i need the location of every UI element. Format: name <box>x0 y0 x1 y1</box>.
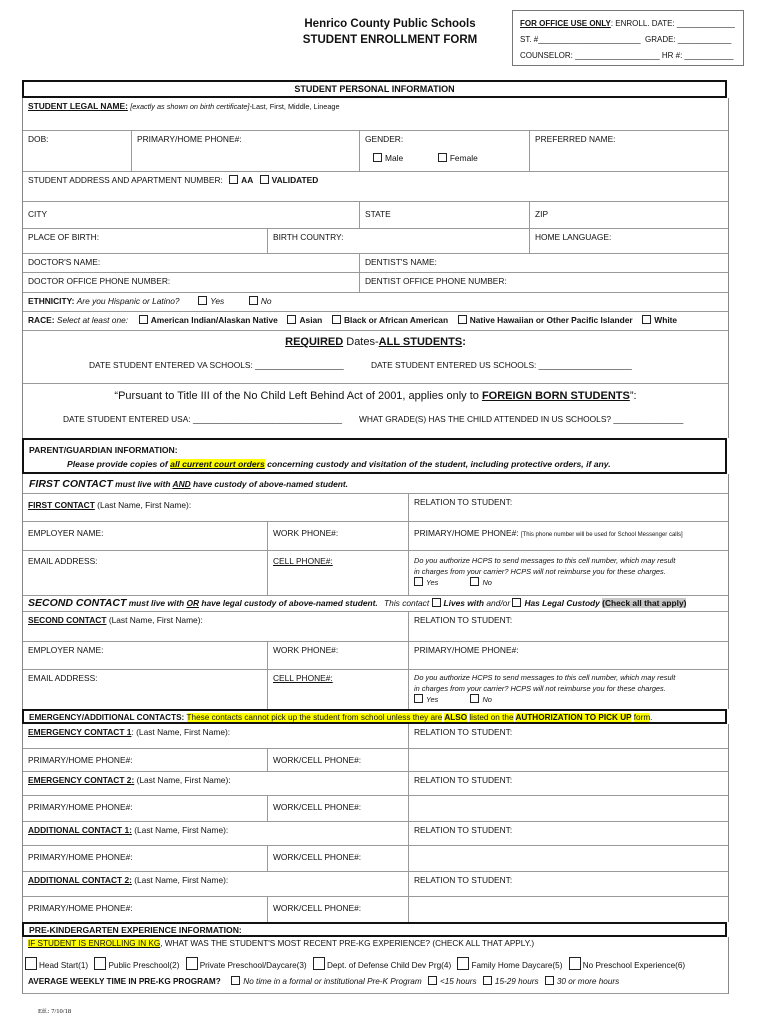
no-time-label: No time in a formal or institutional Pre-K Program <box>243 977 422 986</box>
second-contact-heading-title: SECOND CONTACT <box>28 597 127 609</box>
additional-contact-1-relation-label: RELATION TO STUDENT: <box>414 825 513 835</box>
birth-country-field[interactable] <box>267 229 529 254</box>
second-contact-primary-phone-field[interactable] <box>408 642 728 670</box>
dentist-phone-label: DENTIST OFFICE PHONE NUMBER: <box>365 276 507 286</box>
emergency-contact-2-primary-label: PRIMARY/HOME PHONE#: <box>28 802 133 812</box>
address-label: STUDENT ADDRESS AND APARTMENT NUMBER: <box>28 175 223 185</box>
place-of-birth-label: PLACE OF BIRTH: <box>28 232 100 242</box>
district-name: Henrico County Public Schools <box>304 18 476 30</box>
additional-contact-2-primary-field[interactable] <box>23 897 267 923</box>
city-row <box>23 201 728 229</box>
court-orders-note-post: concerning custody and visitation of the student, including protective orders, if any. <box>267 459 611 469</box>
required-word: REQUIRED <box>285 336 344 348</box>
city-label: CITY <box>28 209 48 219</box>
second-contact-heading-row <box>23 595 728 612</box>
legal-name-rest: -Last, First, Middle, Lineage <box>249 102 340 111</box>
prek-weekly-time <box>28 976 619 986</box>
city-field[interactable] <box>23 202 359 229</box>
title3-pre: “Pursuant to Title III of the No Child Left Behind Act of 2001, applies only to <box>114 390 479 402</box>
30-plus-hours-checkbox[interactable] <box>545 976 554 985</box>
first-contact-name-row <box>23 493 728 522</box>
preferred-name-label: PREFERRED NAME: <box>535 134 616 144</box>
required-colon: : <box>462 336 466 348</box>
additional-contact-2-workcell-label: WORK/CELL PHONE#: <box>273 903 362 913</box>
first-contact-cell-label: CELL PHONE#: <box>273 556 333 566</box>
ethnicity-label: ETHNICITY: <box>28 296 75 306</box>
additional-contact-2-primary-label: PRIMARY/HOME PHONE#: <box>28 903 133 913</box>
parent-guardian-section <box>22 438 727 474</box>
emergency-contact-2-workcell-field[interactable] <box>267 796 408 822</box>
hispanic-yes-label: Yes <box>210 296 225 306</box>
first-contact-relation-label: RELATION TO STUDENT: <box>414 497 513 507</box>
hispanic-no-checkbox[interactable] <box>249 296 258 305</box>
first-contact-work-phone-label: WORK PHONE#: <box>273 528 339 538</box>
first-contact-auth-line1: Do you authorize HCPS to send messages to this cell number, which may result <box>414 556 676 565</box>
emergency-warning-a: These contacts cannot pick up the student from school unless they are <box>186 713 443 722</box>
second-contact-relation-field[interactable] <box>408 612 728 642</box>
check-all-note: (Check all that apply) <box>602 598 687 608</box>
emergency-contact-1-row <box>23 724 728 748</box>
emergency-contacts-table <box>22 724 729 922</box>
authorization-to-pick-up: AUTHORIZATION TO PICK UP <box>515 713 632 722</box>
first-contact-section <box>22 474 729 595</box>
second-contact-sms-authorization <box>408 670 728 710</box>
additional-contact-2-relation-label: RELATION TO STUDENT: <box>414 875 513 885</box>
first-contact-and: AND <box>172 479 191 489</box>
second-contact-cell-field[interactable] <box>267 670 408 710</box>
emergency-contact-1-workcell-field[interactable] <box>267 749 408 772</box>
date-entered-us-field[interactable]: DATE STUDENT ENTERED US SCHOOLS: ____________________ <box>371 360 632 370</box>
first-contact-relation-field[interactable] <box>408 494 728 522</box>
race-note: Select at least one: <box>56 315 129 325</box>
first-contact-primary-phone-label: PRIMARY/HOME PHONE#: <box>414 528 519 538</box>
30-plus-hours-label: 30 or more hours <box>556 977 620 986</box>
emergency-contacts-title: EMERGENCY/ADDITIONAL CONTACTS: <box>29 713 185 722</box>
additional-contact-1-workcell-label: WORK/CELL PHONE#: <box>273 852 362 862</box>
additional-contact-1-relation-field[interactable] <box>408 822 728 846</box>
emergency-contact-2-phone-row <box>23 795 728 822</box>
second-contact-rule-a: must live with <box>128 598 185 608</box>
additional-contact-2-phone-row <box>23 896 728 923</box>
additional-contact-2-name-field[interactable] <box>23 872 408 897</box>
zip-label: ZIP <box>535 209 549 219</box>
emergency-contact-1-workcell-label: WORK/CELL PHONE#: <box>273 755 362 765</box>
emergency-contact-1-name-label: : (Last Name, First Name): <box>131 727 231 737</box>
gender-label: GENDER: <box>365 134 404 144</box>
female-checkbox[interactable] <box>438 153 447 162</box>
emergency-warning-dot: . <box>650 713 653 722</box>
doctor-row <box>23 253 728 273</box>
public-preschool-label: Public Preschool(2) <box>108 961 180 970</box>
emergency-contact-2-relation-field[interactable] <box>408 772 728 796</box>
additional-contact-1-label: ADDITIONAL CONTACT 1: <box>28 825 132 835</box>
emergency-contact-1-phone-row <box>23 748 728 772</box>
emergency-contact-2-label: EMERGENCY CONTACT 2: <box>28 775 135 785</box>
no-preschool-label: No Preschool Experience(6) <box>582 961 686 970</box>
zip-field[interactable] <box>529 202 728 229</box>
male-checkbox[interactable] <box>373 153 382 162</box>
15-29-hours-checkbox[interactable] <box>483 976 492 985</box>
under-15-checkbox[interactable] <box>428 976 437 985</box>
first-contact-employer-label: EMPLOYER NAME: <box>28 528 104 538</box>
dates-word: Dates- <box>346 336 379 348</box>
birth-country-label: BIRTH COUNTRY: <box>273 232 344 242</box>
second-contact-primary-phone-label: PRIMARY/HOME PHONE#: <box>414 645 519 655</box>
prek-weekly-label: AVERAGE WEEKLY TIME IN PRE-KG PROGRAM? <box>28 977 221 986</box>
first-contact-cell-field[interactable] <box>267 551 408 596</box>
second-contact-name-field[interactable] <box>23 612 408 642</box>
first-contact-work-phone-field[interactable] <box>267 522 408 551</box>
additional-contact-1-primary-label: PRIMARY/HOME PHONE#: <box>28 852 133 862</box>
additional-contact-1-name-label: (Last Name, First Name): <box>131 825 229 835</box>
additional-contact-1-workcell-field[interactable] <box>267 846 408 872</box>
emergency-warning-b: listed on the <box>469 713 514 722</box>
emergency-contact-1-primary-label: PRIMARY/HOME PHONE#: <box>28 755 133 765</box>
first-contact-sms-yes-label: Yes <box>426 578 439 587</box>
title3-post: ”: <box>629 390 637 402</box>
date-entered-va-field[interactable]: DATE STUDENT ENTERED VA SCHOOLS: ___________________ <box>89 360 344 370</box>
emergency-contact-2-name-field[interactable] <box>23 772 408 796</box>
race-asian-label: Asian <box>299 315 323 325</box>
legal-custody-checkbox[interactable] <box>512 598 521 607</box>
parent-guardian-title: PARENT/GUARDIAN INFORMATION: <box>29 445 178 455</box>
address-row[interactable] <box>23 171 728 202</box>
second-contact-email-row <box>23 669 728 710</box>
birth-row <box>23 228 728 254</box>
second-contact-email-field[interactable] <box>23 670 267 710</box>
first-contact-sms-no-checkbox[interactable] <box>470 577 479 586</box>
home-language-label: HOME LANGUAGE: <box>535 232 612 242</box>
dod-child-dev-checkbox[interactable] <box>313 957 325 970</box>
all-students-word: ALL STUDENTS <box>378 336 463 348</box>
prek-options <box>25 957 685 970</box>
second-contact-this-contact: This contact <box>384 598 430 608</box>
additional-contact-2-relation-field[interactable] <box>408 872 728 897</box>
15-29-hours-label: 15-29 hours <box>494 977 539 986</box>
race-black-label: Black or African American <box>343 315 449 325</box>
doctor-phone-label: DOCTOR OFFICE PHONE NUMBER: <box>28 276 171 286</box>
prek-section-header <box>22 922 727 937</box>
additional-contact-1-blank <box>408 846 728 872</box>
emergency-contact-1-relation-field[interactable] <box>408 724 728 748</box>
legal-name-note: [exactly as shown on birth certificate] <box>130 102 250 111</box>
private-preschool-checkbox[interactable] <box>186 957 198 970</box>
aa-label: AA <box>241 175 254 185</box>
additional-contact-1-primary-field[interactable] <box>23 846 267 872</box>
public-preschool-checkbox[interactable] <box>94 957 106 970</box>
legal-custody-label: Has Legal Custody <box>524 598 600 608</box>
additional-contact-2-label: ADDITIONAL CONTACT 2: <box>28 875 132 885</box>
foreign-born-label: FOREIGN BORN STUDENTS <box>481 390 630 402</box>
title3-heading <box>23 390 728 402</box>
emergency-contacts-header <box>22 709 727 724</box>
first-contact-heading-title: FIRST CONTACT <box>29 478 113 490</box>
dob-field[interactable] <box>23 131 131 172</box>
second-contact-sms-no-label: No <box>482 695 492 704</box>
first-contact-name-field[interactable] <box>23 494 408 522</box>
emergency-contact-2-relation-label: RELATION TO STUDENT: <box>414 775 513 785</box>
first-contact-sms-yes-checkbox[interactable] <box>414 577 423 586</box>
second-contact-auth-line1: Do you authorize HCPS to send messages to this cell number, which may result <box>414 673 676 682</box>
form-header <box>250 16 530 48</box>
court-orders-note <box>29 457 720 471</box>
head-start-checkbox[interactable] <box>25 957 37 970</box>
lives-with-label: Lives with <box>443 598 485 608</box>
preferred-name-field[interactable] <box>529 131 728 172</box>
home-phone-label: PRIMARY/HOME PHONE#: <box>137 134 242 144</box>
st-number-field[interactable]: ST. #_______________________ <box>520 35 641 44</box>
first-contact-rule-a: must live with <box>115 479 171 489</box>
no-time-checkbox[interactable] <box>231 976 240 985</box>
andor-label: and/or <box>486 598 511 608</box>
office-use-label: FOR OFFICE USE ONLY <box>520 19 611 28</box>
place-of-birth-field[interactable] <box>23 229 267 254</box>
first-contact-email-field[interactable] <box>23 551 267 596</box>
emergency-contact-2-row <box>23 771 728 796</box>
emergency-contact-2-blank <box>408 796 728 822</box>
second-contact-rule-b: have legal custody of above-named student. <box>201 598 378 608</box>
validated-checkbox[interactable] <box>260 175 269 184</box>
emergency-warning-form: form <box>633 713 651 722</box>
race-asian-checkbox[interactable] <box>287 315 296 324</box>
state-label: STATE <box>365 209 391 219</box>
first-contact-employer-row <box>23 521 728 551</box>
second-contact-employer-row <box>23 641 728 670</box>
first-contact-email-label: EMAIL ADDRESS: <box>28 556 98 566</box>
required-dates-heading <box>23 336 728 348</box>
doctor-phone-field[interactable] <box>23 273 359 293</box>
second-contact-employer-field[interactable] <box>23 642 267 670</box>
aa-checkbox[interactable] <box>229 175 238 184</box>
race-label: RACE: <box>28 315 55 325</box>
dentist-name-field[interactable] <box>359 254 728 273</box>
race-white-label: White <box>654 315 678 325</box>
ethnicity-question: Are you Hispanic or Latino? <box>76 296 180 306</box>
first-contact-primary-phone-field[interactable] <box>408 522 728 551</box>
hispanic-no-label: No <box>260 296 272 306</box>
second-contact-name-row <box>23 611 728 642</box>
second-contact-sms-no-checkbox[interactable] <box>470 694 479 703</box>
effective-date: Eff.: 7/10/18 <box>38 1008 72 1015</box>
emergency-contact-1-name-field[interactable] <box>23 724 408 748</box>
dob-row <box>23 130 728 172</box>
emergency-contact-2-primary-field[interactable] <box>23 796 267 822</box>
private-preschool-label: Private Preschool/Daycare(3) <box>199 961 307 970</box>
first-contact-heading <box>29 478 348 490</box>
additional-contact-2-workcell-field[interactable] <box>267 897 408 923</box>
doctor-phone-row <box>23 272 728 293</box>
additional-contact-2-name-label: (Last Name, First Name): <box>131 875 229 885</box>
second-contact-employer-label: EMPLOYER NAME: <box>28 645 104 655</box>
race-native-label: American Indian/Alaskan Native <box>150 315 278 325</box>
female-label: Female <box>449 153 478 163</box>
form-title: STUDENT ENROLLMENT FORM <box>302 34 478 46</box>
home-phone-field[interactable] <box>131 131 359 172</box>
section-title-personal <box>22 80 727 98</box>
dob-label: DOB: <box>28 134 49 144</box>
legal-name-row[interactable] <box>23 98 728 130</box>
second-contact-relation-label: RELATION TO STUDENT: <box>414 615 513 625</box>
date-entered-usa-field[interactable]: DATE STUDENT ENTERED USA: ________________________________ <box>63 414 343 424</box>
dentist-name-label: DENTIST'S NAME: <box>365 257 437 267</box>
dentist-phone-field[interactable] <box>359 273 728 293</box>
first-contact-sms-no-label: No <box>482 578 492 587</box>
second-contact-label: SECOND CONTACT <box>28 615 107 625</box>
race-row <box>23 311 728 331</box>
required-dates-section <box>22 330 729 384</box>
personal-info-table <box>22 98 729 331</box>
race-black-checkbox[interactable] <box>332 315 341 324</box>
race-hawaiian-checkbox[interactable] <box>458 315 467 324</box>
dod-child-dev-label: Dept. of Defense Child Dev Prg(4) <box>326 961 452 970</box>
second-contact-work-phone-field[interactable] <box>267 642 408 670</box>
validated-label: VALIDATED <box>271 175 319 185</box>
emergency-contact-2-workcell-label: WORK/CELL PHONE#: <box>273 802 362 812</box>
second-contact-work-phone-label: WORK PHONE#: <box>273 645 339 655</box>
grade-field[interactable]: GRADE: ____________ <box>645 35 732 44</box>
doctor-name-field[interactable] <box>23 254 359 273</box>
family-home-daycare-checkbox[interactable] <box>457 957 469 970</box>
first-contact-employer-field[interactable] <box>23 522 267 551</box>
legal-name-label: STUDENT LEGAL NAME: <box>28 101 128 111</box>
race-white-checkbox[interactable] <box>642 315 651 324</box>
race-hawaiian-label: Native Hawaiian or Other Pacific Islander <box>469 315 633 325</box>
family-home-daycare-label: Family Home Daycare(5) <box>471 961 563 970</box>
emergency-contact-1-blank <box>408 749 728 772</box>
second-contact-cell-label: CELL PHONE#: <box>273 673 333 683</box>
grades-attended-field[interactable]: WHAT GRADE(S) HAS THE CHILD ATTENDED IN US SCHOOLS? _______________ <box>359 414 684 424</box>
second-contact-sms-yes-label: Yes <box>426 695 439 704</box>
second-contact-auth-line2: in charges from your carrier? HCPS will not reimburse you for these charges. <box>414 683 666 693</box>
lives-with-checkbox[interactable] <box>432 598 441 607</box>
emergency-warning-also: ALSO <box>444 713 468 722</box>
second-contact-or: OR <box>186 598 199 608</box>
court-orders-note-pre: Please provide copies of <box>67 459 168 469</box>
prek-question-rest: , WHAT WAS THE STUDENT'S MOST RECENT PRE-KG EXPERIENCE? (CHECK ALL THAT APPLY.) <box>160 939 535 948</box>
home-language-field[interactable] <box>529 229 728 254</box>
first-contact-auth-line2: in charges from your carrier? HCPS will not reimburse you for these charges. <box>414 566 666 576</box>
additional-contact-2-blank <box>408 897 728 923</box>
emergency-contact-1-relation-label: RELATION TO STUDENT: <box>414 727 513 737</box>
race-native-checkbox[interactable] <box>139 315 148 324</box>
section-title-personal-text: STUDENT PERSONAL INFORMATION <box>294 84 455 94</box>
ethnicity-row <box>23 292 728 312</box>
office-use-box: FOR OFFICE USE ONLY: ENROLL. DATE: _____________ ST. #_______________________ GRADE: ____________ COUNSELOR: ___________________ HR #: ___________ <box>512 10 744 66</box>
under-15-label: <15 hours <box>439 977 477 986</box>
male-label: Male <box>385 153 404 163</box>
school-messenger-note: [This phone number will be used for School Messenger calls] <box>520 532 683 538</box>
prek-question <box>28 939 534 948</box>
title3-section <box>22 383 729 438</box>
second-contact-section <box>22 595 729 709</box>
second-contact-sms-yes-checkbox[interactable] <box>414 694 423 703</box>
emergency-contact-1-primary-field[interactable] <box>23 749 267 772</box>
hispanic-yes-checkbox[interactable] <box>198 296 207 305</box>
doctor-name-label: DOCTOR'S NAME: <box>28 257 101 267</box>
additional-contact-1-phone-row <box>23 845 728 872</box>
prek-question-highlight: IF STUDENT IS ENROLLING IN KG <box>28 939 161 948</box>
first-contact-label: FIRST CONTACT <box>28 500 95 510</box>
emergency-contact-2-name-label: (Last Name, First Name): <box>134 775 231 785</box>
court-orders-highlight: all current court orders <box>170 459 265 469</box>
state-field[interactable] <box>359 202 529 229</box>
second-contact-email-label: EMAIL ADDRESS: <box>28 673 98 683</box>
emergency-contact-1-label: EMERGENCY CONTACT 1 <box>28 727 132 737</box>
additional-contact-1-name-field[interactable] <box>23 822 408 846</box>
prek-section-title: PRE-KINDERGARTEN EXPERIENCE INFORMATION: <box>29 925 242 935</box>
head-start-label: Head Start(1) <box>39 961 89 970</box>
prek-section <box>22 937 729 994</box>
first-contact-rule-b: have custody of above-named student. <box>193 479 348 489</box>
first-contact-email-row <box>23 550 728 596</box>
second-contact-name-label: (Last Name, First Name): <box>108 615 203 625</box>
additional-contact-1-row <box>23 821 728 846</box>
gender-field <box>359 131 529 172</box>
enroll-date-field[interactable]: ENROLL. DATE: _____________ <box>615 19 735 28</box>
additional-contact-2-row <box>23 871 728 897</box>
first-contact-name-label: (Last Name, First Name): <box>97 500 192 510</box>
first-contact-sms-authorization <box>408 551 728 596</box>
counselor-field[interactable]: COUNSELOR: ___________________ HR #: ___________ <box>520 51 734 60</box>
no-preschool-checkbox[interactable] <box>569 957 581 970</box>
